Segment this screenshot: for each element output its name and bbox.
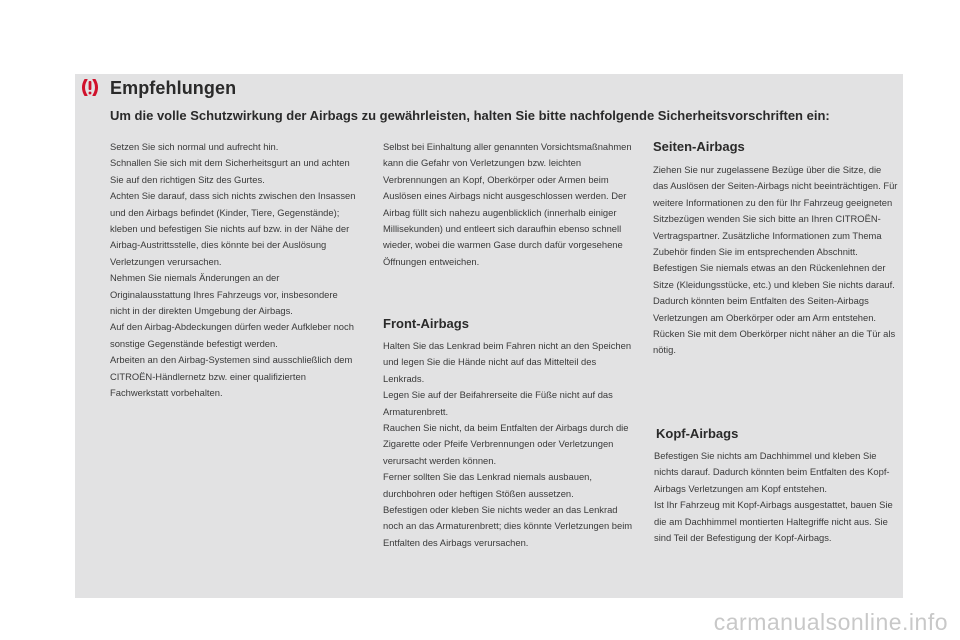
side-airbags-text: Ziehen Sie nur zugelassene Bezüge über die Sitze, die das Auslösen der Seiten-Airbags nicht beeinträchtigen. Für weitere Informationen zu den für Ihr Fahrzeug geeigneten Sitzbezügen wenden Sie sich bitte an Ihren CITROËN-Vertragspartner. Zusätzliche Informationen zum Thema Zubehör finden Sie im entsprechenden Abschnitt. Befestigen Sie niemals etwas an den Rückenlehnen der Sitze (Kleidungsstücke, etc.) und kleben Sie nichts darauf. Dadurch könnten beim Entfalten des Seiten-Airbags Verletzungen am Oberkörper oder am Arm entstehen. Rücken Sie mit dem Oberkörper nicht näher an die Tür als nötig. xyxy=(653,164,898,356)
head-airbags-text: Befestigen Sie nichts am Dachhimmel und kleben Sie nichts darauf. Dadurch könnten beim Entfalten des Kopf-Airbags Verletzungen am Kopf entstehen. Ist Ihr Fahrzeug mit Kopf-Airbags ausgestattet, bauen Sie die am Dachhimmel montierten Haltegriffe nicht aus. Sie sind Teil der Befestigung der Kopf-Airbags. xyxy=(654,450,893,544)
head-airbags-body xyxy=(654,448,899,546)
front-airbags-text: Halten Sie das Lenkrad beim Fahren nicht an den Speichen und legen Sie die Hände nicht auf das Mittelteil des Lenkrads. Legen Sie auf der Beifahrerseite die Füße nicht auf das Armaturenbrett. Rauchen Sie nicht, da beim Entfalten der Airbags durch die Zigarette oder Pfeife Verbrennungen oder Verletzungen verursacht werden können. Ferner sollten Sie das Lenkrad niemals ausbauen, durchbohren oder heftigen Stößen aussetzen. Befestigen oder kleben Sie nichts weder an das Lenkrad noch an das Armaturenbrett; dies könnte Verletzungen beim Entfalten des Airbags verursachen. xyxy=(383,340,633,548)
general-recommendations xyxy=(110,139,360,402)
side-airbags-body xyxy=(653,162,898,359)
general-recommendations-text: Setzen Sie sich normal und aufrecht hin. Schnallen Sie sich mit dem Sicherheitsgurt an und achten Sie auf den richtigen Sitz des Gurtes. Achten Sie darauf, dass sich nichts zwischen den Insassen und den Airbags befindet (Kinder, Tiere, Gegenstände); kleben und befestigen Sie nichts auf bzw. in der Nähe der Airbag-Austrittsstelle, dies könnte bei der Auslösung Verletzungen verursachen. Nehmen Sie niemals Änderungen an der Originalausstattung Ihres Fahrzeugs vor, insbesondere nicht in der direkten Umgebung der Airbags. Auf den Airbag-Abdeckungen dürfen weder Aufkleber noch sonstige Gegenstände befestigt werden. Arbeiten an den Airbag-Systemen sind ausschließlich dem CITROËN-Händlernetz bzw. einer qualifizierten Fachwerkstatt vorbehalten. xyxy=(110,141,356,399)
page-title: Empfehlungen xyxy=(110,78,237,98)
warning-intro xyxy=(383,139,633,270)
watermark: carmanualsonline.info xyxy=(713,609,948,635)
side-airbags-heading: Seiten-Airbags xyxy=(653,139,745,154)
page-subtitle: Um die volle Schutzwirkung der Airbags zu gewährleisten, halten Sie bitte nachfolgende Sicherheitsvorschriften ein: xyxy=(110,108,830,123)
front-airbags-section xyxy=(383,316,469,331)
head-airbags-section xyxy=(656,426,738,441)
front-airbags-heading: Front-Airbags xyxy=(383,316,469,331)
side-airbags-section xyxy=(653,139,745,154)
front-airbags-body xyxy=(383,338,638,551)
warning-intro-text: Selbst bei Einhaltung aller genannten Vorsichtsmaßnahmen kann die Gefahr von Verletzungen bzw. leichten Verbrennungen an Kopf, Oberkörper oder Armen beim Auslösen eines Airbags nicht ausgeschlossen werden. Der Airbag füllt sich nahezu augenblicklich (innerhalb einiger Millisekunden) und entleert sich daraufhin ebenso schnell wieder, wobei die warmen Gase durch dafür vorgesehene Öffnungen entweichen. xyxy=(383,141,632,267)
exclamation-warning-icon xyxy=(80,79,100,96)
head-airbags-heading: Kopf-Airbags xyxy=(656,426,739,441)
